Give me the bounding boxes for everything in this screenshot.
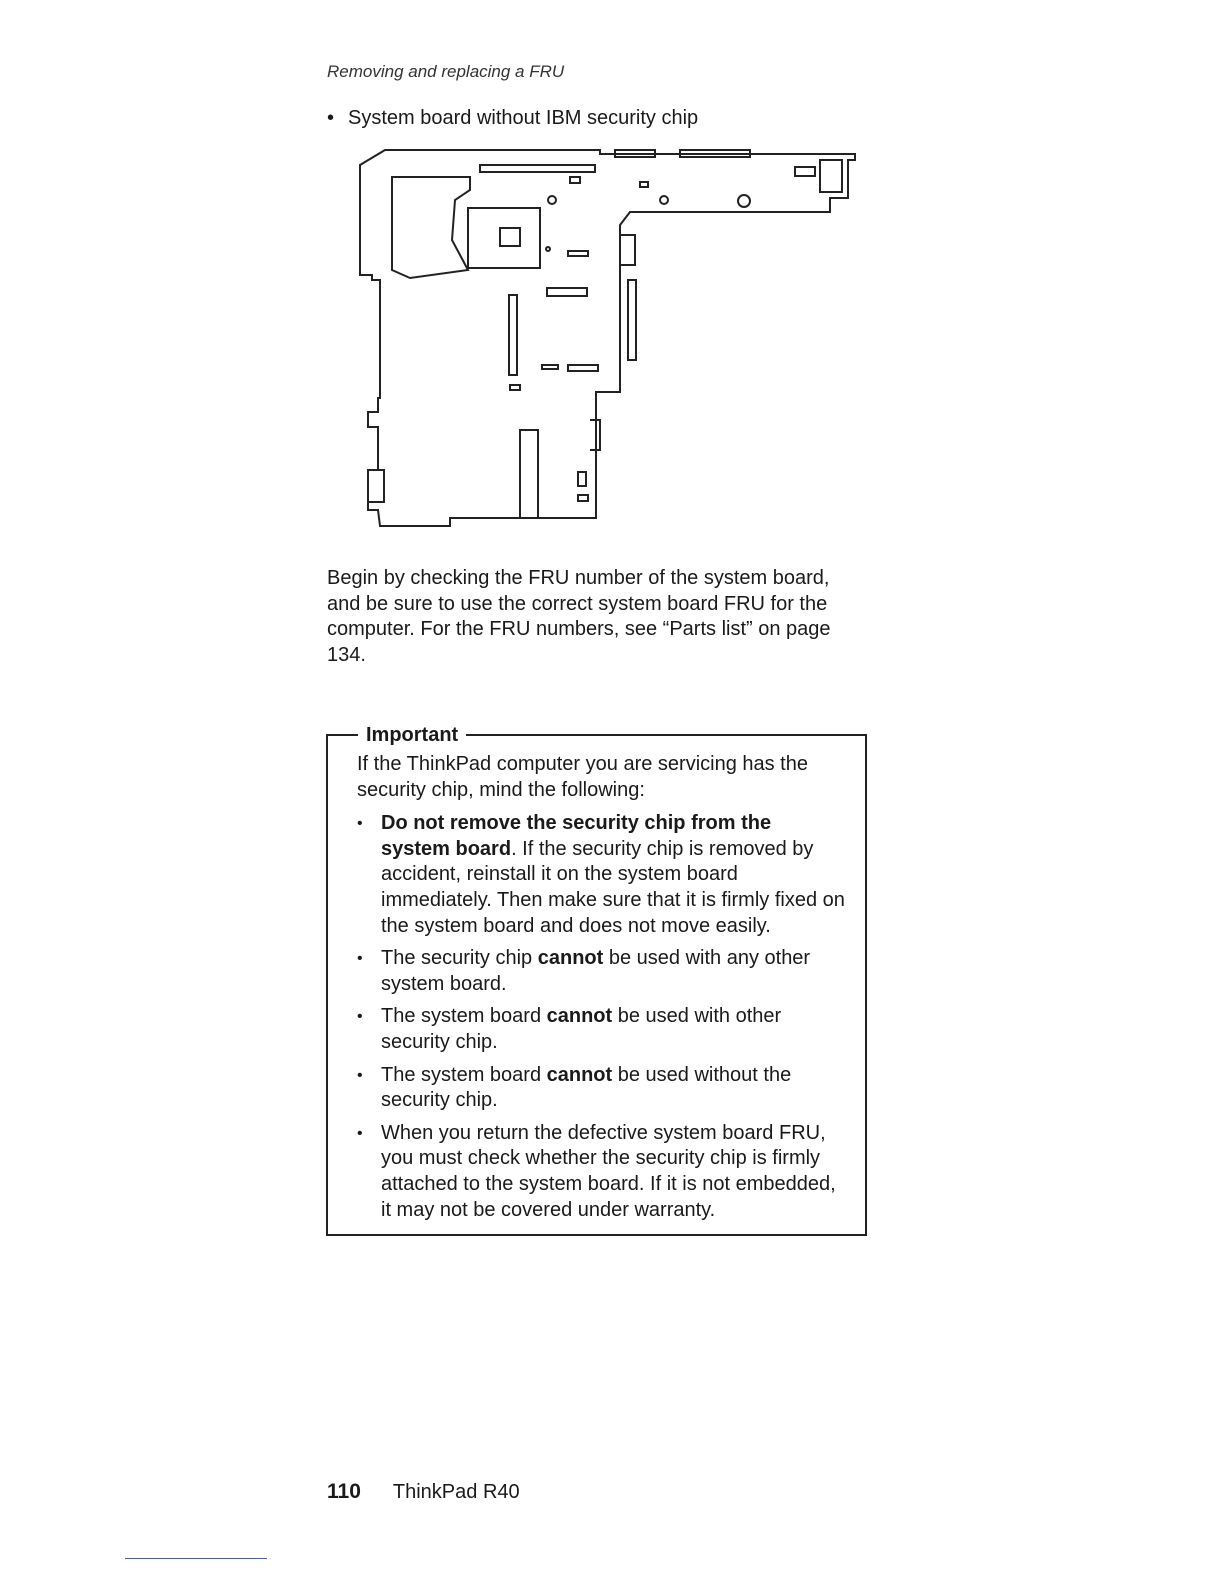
small-part-7: [578, 472, 586, 486]
page-number: 110: [327, 1480, 361, 1503]
small-part-3: [568, 251, 588, 256]
heatsink-cutout: [392, 177, 470, 278]
emphasis: cannot: [537, 947, 604, 970]
side-connector: [368, 470, 384, 502]
emphasis: Do not remove the security chip from the system board: [381, 812, 772, 860]
important-title: Important: [358, 724, 466, 747]
list-item: • The security chip cannot be used with any other system board.: [357, 946, 845, 997]
small-part-2: [640, 182, 648, 187]
emphasis: cannot: [546, 1063, 613, 1086]
right-bracket: [820, 160, 842, 192]
mount-hole-4: [546, 247, 550, 251]
cpu-socket: [468, 208, 540, 268]
memory-slot: [547, 288, 587, 296]
body-paragraph: Begin by checking the FRU number of the system board, and be sure to use the correct system board FRU for the computer. For the FRU numbers, see “Parts list” on page 134.: [327, 567, 831, 666]
bullet-glyph: •: [327, 107, 335, 129]
board-outline: [360, 150, 855, 526]
small-part-5: [568, 365, 598, 371]
important-intro: If the ThinkPad computer you are servicing has the security chip, mind the following:: [357, 753, 808, 801]
book-title: ThinkPad R40: [392, 1481, 520, 1503]
comb-connector-1: [620, 235, 635, 265]
small-part-6: [510, 385, 520, 390]
mount-hole-2: [660, 196, 668, 204]
right-ear: [795, 167, 815, 176]
small-part-1: [570, 177, 580, 183]
small-part-4: [542, 365, 558, 369]
mount-hole-3: [738, 195, 750, 207]
emphasis: cannot: [546, 1005, 613, 1028]
system-board-diagram: [350, 140, 870, 540]
important-list: [357, 811, 845, 1223]
list-item: • The system board cannot be used without the security chip.: [357, 1063, 845, 1114]
top-connector-1: [480, 165, 595, 172]
cpu-die: [500, 228, 520, 246]
pcmcia-slot: [628, 280, 636, 360]
page-footer: [327, 1480, 520, 1504]
list-item: • The system board cannot be used with other security chip.: [357, 1004, 845, 1055]
figure-caption: System board without IBM security chip: [348, 107, 699, 129]
bottom-rule: [125, 1558, 267, 1559]
list-item: • When you return the defective system board FRU, you must check whether the security chip is firmly attached to the system board. If it is not embedded, it may not be covered under warranty.: [357, 1121, 845, 1223]
mount-hole-1: [548, 196, 556, 204]
lower-slot: [520, 430, 538, 518]
small-part-8: [578, 495, 588, 501]
list-item: • Do not remove the security chip from the system board. If the security chip is removed by accident, reinstall it on the system board immediately. Then make sure that it is firmly fixed on the system board and does not move easily.: [357, 811, 845, 939]
figure-caption-item: [327, 107, 698, 130]
important-notice-box: [326, 724, 867, 1236]
running-head: Removing and replacing a FRU: [327, 62, 565, 81]
vertical-connector: [509, 295, 517, 375]
